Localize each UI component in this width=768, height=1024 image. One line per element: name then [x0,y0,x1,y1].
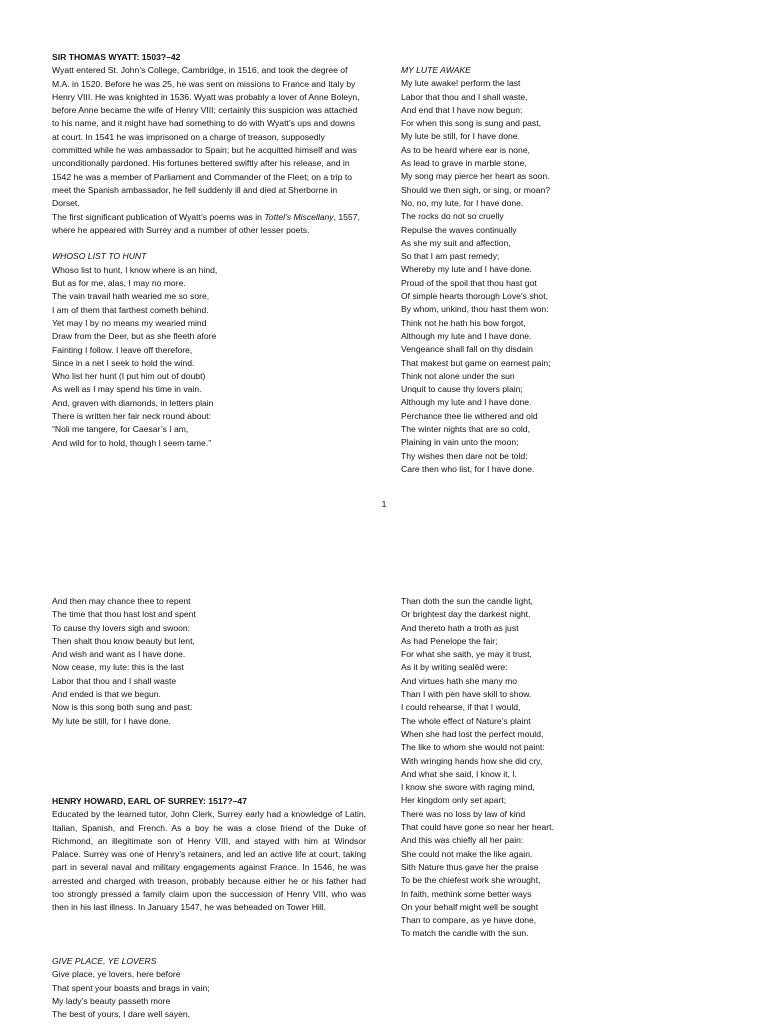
lute-poem-line: That makest but game on earnest pain; [401,357,551,368]
lute-continuation-line: And ended is that we begun. [52,689,161,700]
page2-right-column [401,595,741,941]
give-place-continuation-line: As it by writing sealëd were: [401,662,508,673]
whoso-poem-line: I am of them that farthest cometh behind. [52,304,209,315]
give-place-continuation-line: To match the candle with the sun. [401,928,529,939]
give-place-continuation-line: I could rehearse, if that I would, [401,702,521,713]
lute-continuation-line: Then shalt thou know beauty but lent, [52,635,195,646]
give-place-continuation-line: And this was chiefly all her pain: [401,835,524,846]
lute-poem-line: My song may pierce her heart as soon. [401,171,550,182]
give-place-poem-line: Give place, ye lovers, here before [52,969,181,980]
lute-poem-line: As lead to grave in marble stone, [401,158,527,169]
wyatt-note-text-start: The first significant publication of Wyatt’s poems was in [52,211,265,222]
give-place-poem-line: My lady’s beauty passeth more [52,995,171,1006]
whoso-poem-lines [52,264,364,450]
whoso-poem-line: As well as I may spend his time in vain. [52,384,202,395]
give-place-continuation-line: And thereto hath a troth as just [401,622,519,633]
surrey-section [52,795,366,915]
lute-poem-line: Plaining in vain unto the moon; [401,437,519,448]
wyatt-note-text-end: , 1557, where he appeared with Surrey and a number of other lesser poets. [52,211,360,235]
give-place-continuation-line: To be the chiefest work she wrought, [401,875,541,886]
lute-continuation-lines [52,595,392,728]
surrey-bio: Educated by the learned tutor, John Clerk, Surrey early had a knowledge of Latin, Italian, Spanish, and French. As a boy he was a close friend of the Duke of Richmond, an illegitimate son of Henry VIII, and stayed with him at Windsor Palace. Surrey was one of Henry’s retainers, and led an active life at court, taking part in several naval and military engagements against France. In 1546, he was arrested and charged with treason, probably because either he or his father had too strongly pressed a family claim upon the succession of Henry VIII, who was then in his last illness. In January 1547, he was beheaded on Tower Hill. [52,809,366,913]
lute-poem-line: Vengeance shall fall on thy disdain [401,344,533,355]
wyatt-bio: Wyatt entered St. John’s College, Cambridge, in 1516, and took the degree of M.A. in 1520. Before he was 25, he was sent on missions to France and Italy by Henry VIII. He was knighted in 1536. Wyatt was probably a lover of Anne Boleyn, before Anne became the wife of Henry VIII; certainly this suspicion was attached to his name, and it might have had something to do with Wyatt’s ups and downs at court. In 1541 he was imprisoned on a charge of treason, supposedly committed while he was ambassador to Spain; but he acquitted himself and was unconditionally pardoned. His fortunes bettered swiftly after his release, and in 1542 he was a member of Parliament and Commander of the Fleet; on a trip to meet the Spanish ambassador, he fell suddenly ill and died at Sherborne in Dorset. [52,65,360,209]
give-place-continuation-line: Her kingdom only set apart; [401,795,507,806]
lute-poem-line: Of simple hearts thorough Love’s shot, [401,291,548,302]
lute-continuation-line: And wish and want as I have done. [52,649,186,660]
whoso-poem-line: And wild for to hold, though I seem tame.” [52,437,212,448]
give-place-continuation-line: In faith, methink some better ways [401,888,532,899]
whoso-poem-line: Whoso list to hunt, I know where is an hind, [52,264,218,275]
lute-poem-line: Unquit to cause thy lovers plain; [401,384,523,395]
give-place-continuation-line: And what she said, I know it, I. [401,768,518,779]
page1-right-column [401,64,741,476]
lute-continuation-line: The time that thou hast lost and spent [52,609,196,620]
lute-continuation-line: And then may chance thee to repent [52,596,191,606]
whoso-poem-title: WHOSO LIST TO HUNT [52,251,147,262]
lute-poem-line: Although my lute and I have done. [401,397,532,408]
lute-poem-line: Repulse the waves continually [401,224,517,235]
lute-poem-line: Perchance thee lie withered and old [401,410,538,421]
give-place-poem-lines [52,968,392,1021]
lute-continuation-line: My lute be still, for I have done. [52,715,171,726]
page2-left-column [52,595,392,728]
lute-poem-line: Think not he hath his bow forgot, [401,317,526,328]
lute-continuation-line: Now is this song both sung and past: [52,702,193,713]
whoso-poem-line: “Noli me tangere, for Caesar’s I am, [52,424,189,435]
lute-poem-line: Thy wishes then dare not be told: [401,450,528,461]
give-place-continuation-line: Or brightest day the darkest night. [401,609,531,620]
whoso-poem-line: There is written her fair neck round about: [52,411,212,422]
surrey-heading: HENRY HOWARD, EARL OF SURREY: 1517?–47 [52,796,247,806]
lute-poem-line: For when this song is sung and past, [401,118,541,129]
whoso-poem-line: Who list her hunt (I put him out of doubt) [52,371,206,382]
give-place-poem-line: That spent your boasts and brags in vain; [52,982,210,993]
whoso-poem-line: And, graven with diamonds, in letters plain [52,397,214,408]
give-place-continuation-line: The like to whom she would not paint: [401,742,545,753]
give-place-continuation-line: As had Penelope the fair; [401,635,498,646]
wyatt-heading: SIR THOMAS WYATT: 1503?–42 [52,52,181,62]
give-place-continuation-line: When she had lost the perfect mould, [401,728,544,739]
lute-poem-title: MY LUTE AWAKE [401,65,471,75]
lute-poem-line: Think not alone under the sun [401,370,515,381]
lute-poem-lines [401,77,741,476]
give-place-continuation-line: For what she saith, ye may it trust, [401,649,532,660]
lute-poem-line: No, no, my lute, for I have done. [401,197,524,208]
give-place-poem-title: GIVE PLACE, YE LOVERS [52,956,157,966]
lute-poem-line: Proud of the spoil that thou hast got [401,277,537,288]
lute-poem-line: My lute awake! perform the last [401,78,521,89]
give-place-poem-line: The best of yours, I dare well sayen, [52,1009,191,1020]
whoso-poem-line: Draw from the Deer, but as she fleeth afore [52,331,217,342]
give-place-continuation-line: On your behalf might well be sought [401,901,539,912]
give-place-continuation-lines [401,595,741,941]
page-number: 1 [381,499,387,509]
whoso-poem-line: Since in a net I seek to hold the wind. [52,357,195,368]
lute-poem-line: So that I am past remedy; [401,251,500,262]
lute-poem-line: And end that I have now begun: [401,104,523,115]
whoso-poem-line: Fainting I follow. I leave off therefore, [52,344,193,355]
give-place-continuation-line: With wringing hands how she did cry, [401,755,543,766]
lute-poem-line: Whereby my lute and I have done. [401,264,532,275]
lute-poem-line: The winter nights that are so cold, [401,424,530,435]
lute-poem-line: Care then who list, for I have done. [401,463,535,474]
lute-poem-line: Labor that thou and I shall waste, [401,91,528,102]
page1-left-column [52,51,364,450]
lute-poem-line: As to be heard where ear is none, [401,144,530,155]
lute-poem-line: As she my suit and affection, [401,237,511,248]
give-place-continuation-line: Than doth the sun the candle light, [401,596,533,606]
whoso-poem-line: Yet may I by no means my wearied mind [52,317,207,328]
lute-continuation-line: Now cease, my lute: this is the last [52,662,184,673]
wyatt-publication-note [52,211,364,238]
give-place-continuation-line: There was no loss by law of kind [401,808,526,819]
lute-poem-line: My lute be still, for I have done. [401,131,520,142]
lute-poem-line: Should we then sigh, or sing, or moan? [401,184,551,195]
give-place-continuation-line: Than I with pen have skill to show. [401,689,532,700]
lute-continuation-line: To cause thy lovers sigh and swoon: [52,622,191,633]
give-place-continuation-line: She could not make the like again. [401,848,533,859]
give-place-continuation-line: That could have gone so near her heart. [401,822,554,833]
give-place-continuation-line: The whole effect of Nature’s plaint [401,715,531,726]
lute-poem-line: By whom, unkind, thou hast them won: [401,304,549,315]
lute-continuation-line: Labor that thou and I shall waste [52,675,177,686]
tottels-miscellany-title: Tottel’s Miscellany [264,211,334,222]
spacer [52,237,364,250]
lute-poem-line: Although my lute and I have done. [401,330,532,341]
lute-poem-line: The rocks do not so cruelly [401,211,504,222]
give-place-section [52,955,392,1021]
whoso-poem-line: The vain travail hath wearied me so sore, [52,291,210,302]
whoso-poem-line: But as for me, alas, I may no more. [52,278,186,289]
give-place-continuation-line: I know she swore with raging mind, [401,782,535,793]
give-place-continuation-line: Sith Nature thus gave her the praise [401,861,539,872]
give-place-continuation-line: And virtues hath she many mo [401,675,518,686]
give-place-continuation-line: Than to compare, as ye have done, [401,915,537,926]
